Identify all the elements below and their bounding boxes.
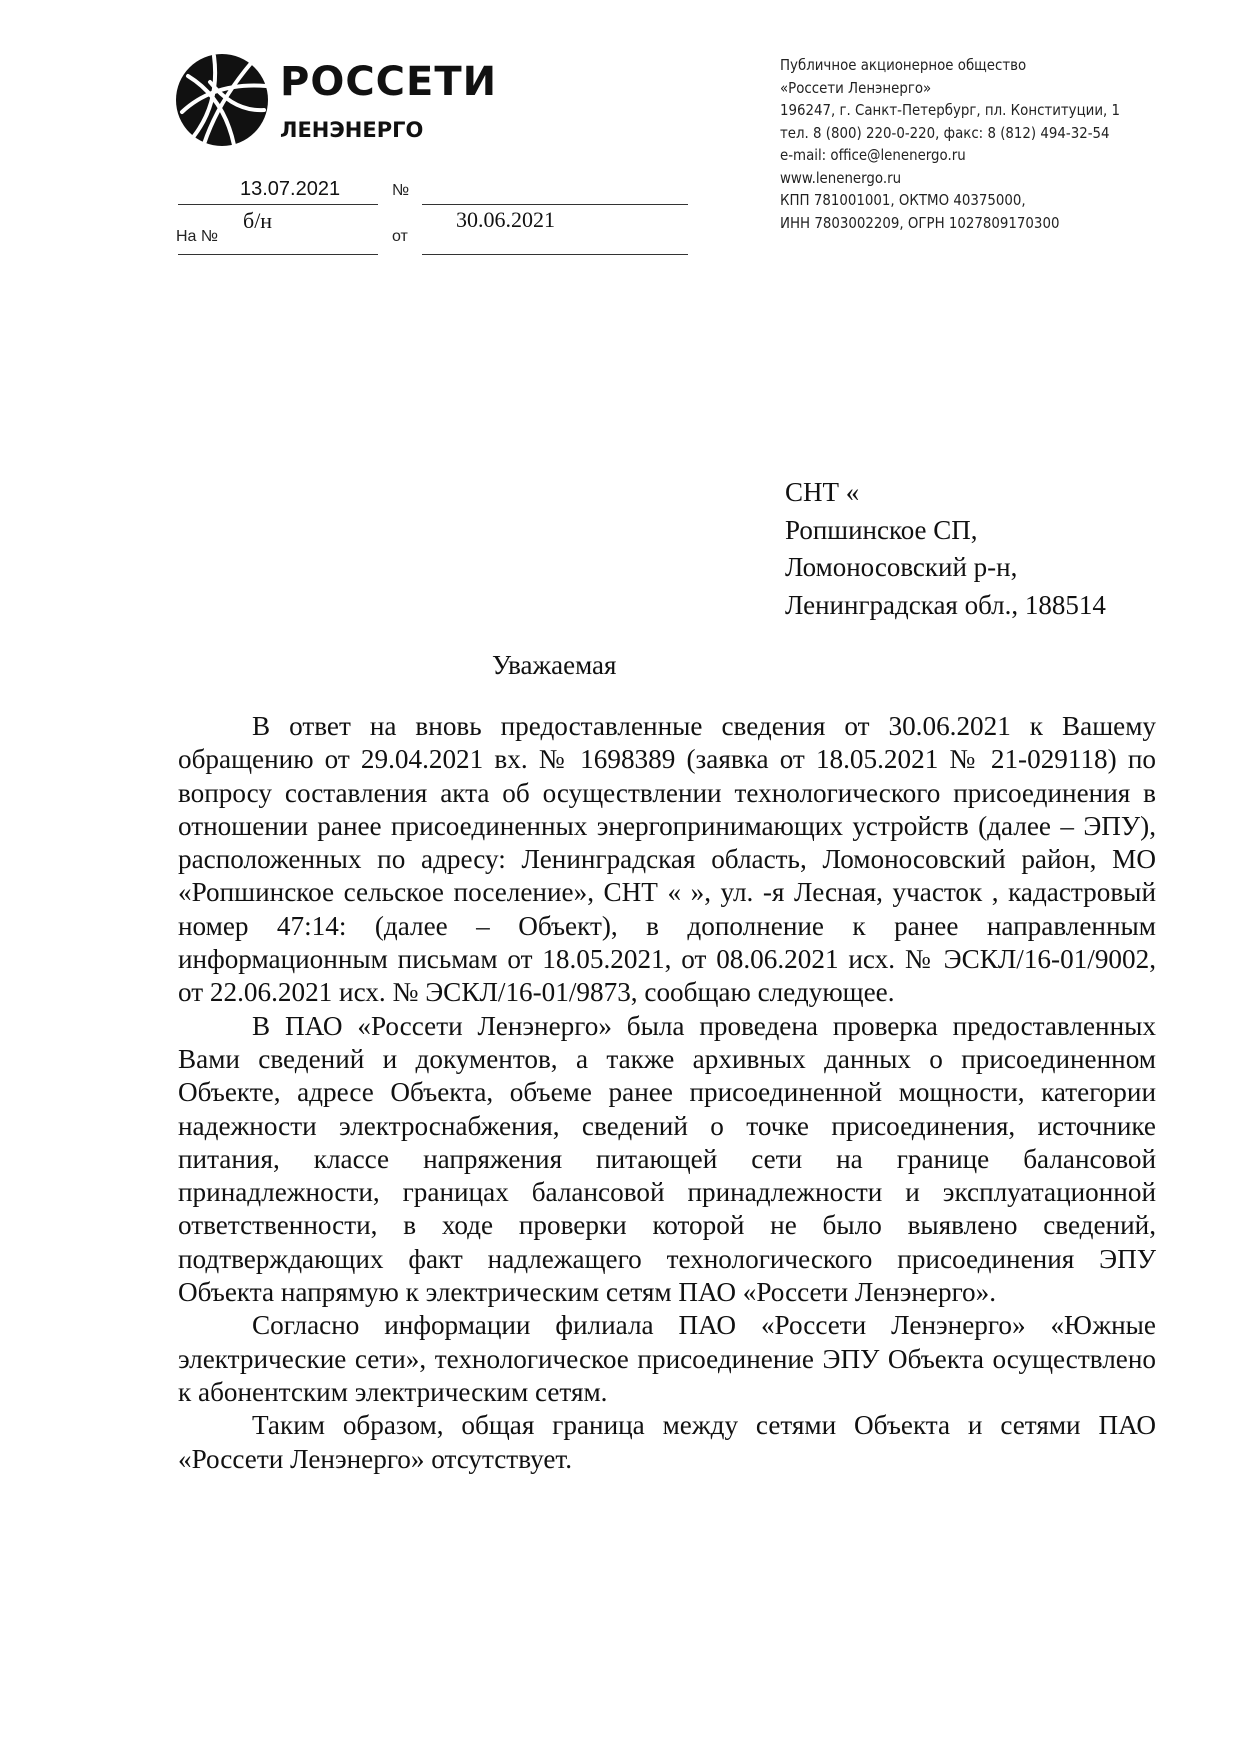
requisites-line: ИНН 7803002209, ОГРН 1027809170300 — [780, 213, 1060, 232]
requisites-line: КПП 781001001, ОКТМО 40375000, — [780, 191, 1026, 209]
requisites-line: «Россети Ленэнерго» — [780, 78, 932, 97]
requisites-line: Публичное акционерное общество — [780, 56, 1027, 74]
logo-wordmark: РОССЕТИ — [280, 59, 498, 105]
greeting: Уважаемая — [492, 650, 617, 680]
recipient-line: СНТ « — [785, 477, 860, 507]
company-logo — [174, 52, 498, 148]
recipient-line: Ленинградская обл., 188514 — [785, 589, 1106, 620]
from-underline — [422, 254, 688, 255]
body-paragraph: Согласно информации филиала ПАО «Россети Ленэнерго» «Южные электрические сети», технологическое присоединение ЭПУ Объекта осуществлено к абонентским электрическим сетям. — [178, 1310, 1156, 1407]
from-label: от — [392, 228, 408, 245]
company-requisites — [780, 54, 1150, 234]
body-paragraph: В ПАО «Россети Ленэнерго» была проведена проверка предоставленных Вами сведений и документов, а также архивных данных о присоединенном Объекте, адресе Объекта, объеме ранее присоединенной мощности, категории надежности электроснабжения, сведений о точке присоединения, источнике питания, классе напряжения питающей сети на границе балансовой принадлежности, границах балансовой принадлежности и эксплуатационной ответственности, в ходе проверки которой не было выявлено сведений, подтверждающих факт надлежащего технологического присоединения ЭПУ Объекта напрямую к электрическим сетям ПАО «Россети Ленэнерго». — [178, 1010, 1156, 1308]
requisites-line: тел. 8 (800) 220-0-220, факс: 8 (812) 494-32-54 — [780, 123, 1110, 142]
letter-body — [178, 710, 1156, 1476]
on-number-value: б/н — [243, 208, 273, 233]
on-number-label: На № — [176, 228, 219, 245]
number-label: № — [392, 182, 410, 199]
number-underline — [422, 204, 688, 205]
date-underline — [178, 204, 378, 205]
requisites-line: www.lenenergo.ru — [780, 168, 902, 187]
requisites-line: e-mail: office@lenenergo.ru — [780, 146, 966, 164]
body-paragraph: В ответ на вновь предоставленные сведения от 30.06.2021 к Вашему обращению от 29.04.2021 вх. № 1698389 (заявка от 18.05.2021 № 21-029118) по вопросу составления акта об осуществлении технологического присоединения в отношении ранее присоединенных энергопринимающих устройств (далее – ЭПУ), расположенных по адресу: Ленинградская область, Ломоносовский район, МО «Ропшинское сельское поселение», СНТ « », ул. -я Лесная, участок , кадастровый номер 47:14: (далее – Объект), в дополнение к ранее направленным информационным письмам от 18.05.2021, от 08.06.2021 исх. № ЭСКЛ/16-01/9002, от 22.06.2021 исх. № ЭСКЛ/16-01/9873, сообщаю следующее. — [178, 711, 1156, 1008]
letter-date: 13.07.2021 — [240, 178, 341, 200]
recipient-address — [785, 474, 1106, 624]
from-date: 30.06.2021 — [456, 207, 555, 232]
requisites-line: 196247, г. Санкт-Петербург, пл. Конституции, 1 — [780, 101, 1121, 119]
body-paragraph: Таким образом, общая граница между сетями Объекта и сетями ПАО «Россети Ленэнерго» отсутствует. — [178, 1410, 1156, 1474]
recipient-line: Ломоносовский р-н, — [785, 552, 1018, 582]
logo-subtitle: ЛЕНЭНЕРГО — [280, 118, 424, 142]
rosseti-emblem-icon — [174, 52, 270, 148]
recipient-line: Ропшинское СП, — [785, 514, 978, 545]
on-number-underline — [178, 254, 378, 255]
